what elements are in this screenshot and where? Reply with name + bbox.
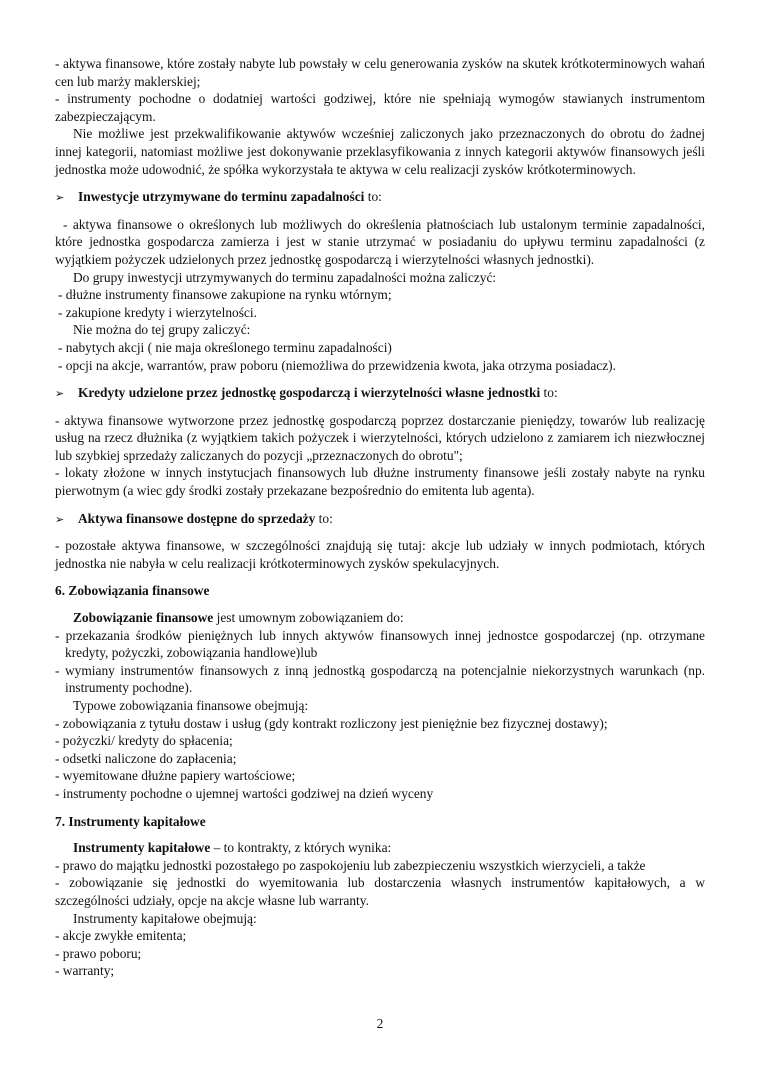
paragraph-zobowiazanie-definicja: Zobowiązanie finansowe jest umownym zobowiązaniem do: — [73, 610, 404, 626]
list-item: - instrumenty pochodne o ujemnej wartości godziwej na dzień wyceny — [55, 785, 434, 801]
bullet-title: Aktywa finansowe dostępne do sprzedaży — [78, 510, 316, 526]
paragraph-inwestycje-definicja: - aktywa finansowe o określonych lub możliwych do określenia płatnościach lub ustalonym terminie zapadalności, które jednostka gospodarcza zamierza i jest w stanie utrzymać w posiadaniu do upływu terminu zapadalności (z wyjątkiem pożyczek udzielonych przez jednostkę gospodarczą i wierzytelności własnych jednostki). — [55, 216, 705, 267]
bullet-heading-inwestycje: ➢ Inwestycje utrzymywane do terminu zapadalności to: — [55, 188, 705, 207]
arrow-bullet-icon: ➢ — [55, 191, 65, 205]
list-item: - wyemitowane dłużne papiery wartościowe; — [55, 768, 296, 784]
paragraph-inwestycje-grupa: Do grupy inwestycji utrzymywanych do terminu zapadalności można zaliczyć: — [73, 269, 497, 285]
paragraph-aktywa-krotkoterminowe: - aktywa finansowe, które zostały nabyte lub powstały w celu generowania zysków na skutek krótkoterminowych wahań cen lub marży maklerskiej; — [55, 56, 705, 89]
list-item: - nabytych akcji ( nie maja określonego terminu zapadalności) — [58, 339, 392, 355]
paragraph-kredyty-lokaty: - lokaty złożone w innych instytucjach finansowych lub dłużne instrumenty finansowe jeśli zostały nabyte na rynku pierwotnym (a wiec gdy środki zostały przekazane bezpośrednio do emitenta lub agenta). — [55, 465, 705, 499]
section-heading-kapitalowe: 7. Instrumenty kapitałowe — [55, 813, 206, 829]
paragraph-instrumenty-kapitalowe-definicja: Instrumenty kapitałowe – to kontrakty, z których wynika: — [73, 840, 392, 856]
list-item: - przekazania środków pieniężnych lub innych aktywów finansowych innej jednostce gospodarczej (np. otrzymane kredyty, pożyczki, zobowiązania handlowe)lub — [55, 627, 705, 661]
list-item: - opcji na akcje, warrantów, praw poboru (niemożliwa do przewidzenia kwota, jaka otrzyma posiadacz). — [58, 357, 616, 373]
paragraph-przekwalifikowanie: Nie możliwe jest przekwalifikowanie aktywów wcześniej zaliczonych jako przeznaczonych do obrotu do żadnej innej kategorii, natomiast możliwe jest dokonywanie przeklasyfikowania z innych kategorii aktywów finansowych jeśli jednostka może udowodnić, że spółka wykorzystała te aktywa w celu realizacji zysków krótkoterminowych. — [55, 126, 705, 177]
list-item: - wymiany instrumentów finansowych z inną jednostką gospodarczą na potencjalnie niekorzystnych warunkach (np. instrumenty pochodne). — [55, 662, 705, 696]
bullet-heading-kredyty: ➢ Kredyty udzielone przez jednostkę gospodarczą i wierzytelności własne jednostki to: — [55, 384, 705, 403]
bullet-title: Inwestycje utrzymywane do terminu zapadalności — [78, 189, 365, 205]
list-item: - pożyczki/ kredyty do spłacenia; — [55, 733, 233, 749]
page-content — [55, 55, 705, 980]
arrow-bullet-icon: ➢ — [55, 387, 65, 401]
bullet-heading-aktywa-dostepne: ➢ Aktywa finansowe dostępne do sprzedaży to: — [55, 510, 705, 529]
list-item: - zakupione kredyty i wierzytelności. — [58, 304, 257, 320]
arrow-bullet-icon: ➢ — [55, 512, 65, 526]
list-item: - akcje zwykłe emitenta; — [55, 928, 187, 944]
paragraph-aktywa-pozostale: - pozostałe aktywa finansowe, w szczególności znajdują się tutaj: akcje lub udziały w innych podmiotach, których jednostka nie nabyła w celu realizacji krótkoterminowych zysków spekulacyjnych. — [55, 538, 705, 571]
bullet-title: Kredyty udzielone przez jednostkę gospodarczą i wierzytelności własne jednostki — [78, 385, 541, 401]
list-item: - odsetki naliczone do zapłacenia; — [55, 750, 237, 766]
page-number: 2 — [376, 1016, 384, 1031]
paragraph-kredyty-aktywa: - aktywa finansowe wytworzone przez jednostkę gospodarczą poprzez dostarczanie pieniędzy, towarów lub realizację usług na rzecz dłużnika (z wyjątkiem takich pożyczek i wierzytelności, których udzielono z zamiarem ich niezwłocznej lub szybkiej sprzedaży zaliczanych do pozycji „przeznaczonych do obrotu"; — [55, 412, 705, 463]
list-item: - dłużne instrumenty finansowe zakupione na rynku wtórnym; — [58, 287, 392, 303]
paragraph-nie-mozna: Nie można do tej grupy zaliczyć: — [73, 322, 251, 338]
list-item: - prawo do majątku jednostki pozostałego po zaspokojeniu lub zabezpieczeniu wszystkich wierzycieli, a także — [55, 857, 646, 873]
paragraph-typowe-zobowiazania: Typowe zobowiązania finansowe obejmują: — [73, 698, 309, 713]
paragraph-instrumenty-obejmuja: Instrumenty kapitałowe obejmują: — [73, 910, 257, 926]
list-item: - warranty; — [55, 963, 115, 979]
list-item: - zobowiązanie się jednostki do wyemitowania lub dostarczenia własnych instrumentów kapitałowych, a w szczególności udziały, opcje na akcje własne lub warranty. — [55, 875, 705, 908]
list-item: - prawo poboru; — [55, 945, 142, 961]
section-heading-zobowiazania: 6. Zobowiązania finansowe — [55, 583, 210, 599]
paragraph-instrumenty-pochodne: - instrumenty pochodne o dodatniej wartości godziwej, które nie spełniają wymogów stawianych instrumentom zabezpieczającym. — [55, 91, 705, 124]
list-item: - zobowiązania z tytułu dostaw i usług (gdy kontrakt rozliczony jest pieniężnie bez fizycznej dostawy); — [55, 715, 608, 731]
